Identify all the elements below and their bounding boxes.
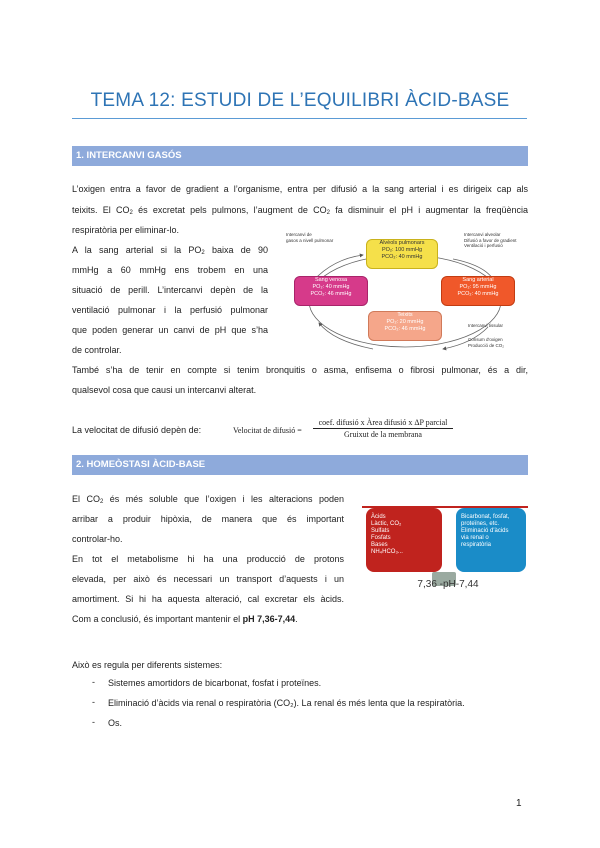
text-fragment: . <box>295 614 298 624</box>
paragraph-line: En tot el metabolisme hi ha una producció de protons <box>72 554 344 564</box>
formula-numerator: coef. difusió x Àrea difusió x ΔP parcial <box>313 418 453 429</box>
paragraph-line: amortiment. Si hi ha aquesta alteració, cal excretar els àcids. <box>72 594 344 604</box>
note-text: Consum d'oxigen <box>468 337 503 342</box>
list-intro: Això es regula per diferents sistemes: <box>72 660 223 670</box>
text-fragment: teixits. El CO <box>72 205 130 215</box>
diagram-note <box>468 323 503 329</box>
box-title: Sang arterial <box>462 277 494 283</box>
text-fragment: A la sang arterial si la PO <box>72 245 202 255</box>
box-title: Teixits <box>397 312 413 318</box>
buffers-line: respiratòria <box>461 542 492 548</box>
paragraph-line: arribar a produir hipòxia, de manera que és important <box>72 514 344 524</box>
list-item: Os. <box>108 718 123 728</box>
paragraph-line: elevada, per això és necessari un transport d’aquests i un <box>72 574 344 584</box>
acids-line: NH₄HCO₃... <box>371 549 403 555</box>
list-bullet: - <box>92 677 95 687</box>
paragraph-line: qualsevol cosa que causi un intercanvi alterat. <box>72 385 257 395</box>
box-value: PCO₂: 40 mmHg <box>381 254 423 260</box>
list-bullet: - <box>92 697 95 707</box>
section-heading-gas-exchange: 1. INTERCANVI GASÓS <box>72 146 528 166</box>
note-text: Intercanvi alveolar <box>464 232 501 237</box>
ph-range-label: 7,36 -pH-7,44 <box>417 579 479 590</box>
box-value: PCO₂: 40 mmHg <box>457 291 499 297</box>
list-bullet: - <box>92 717 95 727</box>
text-fragment: fa disminuir el pH i augmentar la freqüència <box>329 205 528 215</box>
formula-denominator: Gruixut de la membrana <box>344 430 422 439</box>
paragraph-line: El $CO_2$ és més soluble que l’oxigen i les alteracions poden <box>72 494 345 505</box>
gas-exchange-diagram <box>283 231 528 371</box>
text-fragment: és excretat pels pulmons, l’augment de CO <box>132 205 327 215</box>
buffers-line: via renal o <box>461 535 489 541</box>
acid-base-balance-scale <box>360 494 530 604</box>
buffers-line: Eliminació d'àcids <box>461 528 509 534</box>
box-value: PO₂: 100 mmHg <box>381 247 423 253</box>
buffers-line: proteïnes, etc. <box>461 521 500 527</box>
box-value: PCO₂: 46 mmHg <box>310 291 352 297</box>
title-divider <box>72 118 527 119</box>
paragraph-line: controlar-ho. <box>72 534 123 544</box>
text-fragment: és més soluble que l’oxigen i les alteracions poden <box>103 494 345 504</box>
note-text: Ventilació i perfusió <box>464 243 503 248</box>
box-value: PO₂: 40 mmHg <box>312 284 350 290</box>
acids-line: Bases <box>371 542 388 548</box>
box-title: Alvèols pulmonars <box>379 240 425 246</box>
note-text: Producció de CO₂ <box>468 342 505 348</box>
paragraph-line: situació de perill. L’intercanvi depèn de la <box>72 285 268 295</box>
box-value: PO₂: 20 mmHg <box>386 319 424 325</box>
list-item: Sistemes amortidors de bicarbonat, fosfat i proteïnes. <box>108 678 322 688</box>
page-title: TEMA 12: ESTUDI DE L’EQUILIBRI ÀCID-BASE <box>90 90 510 111</box>
formula-fraction <box>313 418 453 439</box>
diagram-note <box>286 232 333 243</box>
venous-blood-box <box>294 276 368 306</box>
acids-line: Sulfats <box>371 528 390 534</box>
section-heading-acid-base: 2. HOMEÒSTASI ÀCID-BASE <box>72 455 528 475</box>
buffers-box <box>456 508 526 572</box>
text-fragment: baixa de 90 <box>204 245 268 255</box>
list-item: Eliminació d’àcids via renal o respiratòria (CO₂). La renal és més lenta que la respiratòria. <box>108 698 465 708</box>
paragraph-line: ventilació pulmonar i la perfusió pulmonar <box>72 305 268 315</box>
paragraph-line: A la sang arterial si la $PO_2$ baixa de 90 <box>72 245 268 256</box>
formula-lhs: Velocitat de difusió = <box>233 426 302 435</box>
box-value: PO₂: 95 mmHg <box>459 284 497 290</box>
acids-box <box>366 508 442 572</box>
arterial-blood-box <box>441 276 515 306</box>
acids-line: Àcids <box>371 514 386 520</box>
paragraph-line <box>72 610 298 629</box>
box-title: Sang venosa <box>314 277 348 283</box>
paragraph-line: respiratòria per eliminar-lo. <box>72 225 180 235</box>
paragraph-line: teixits. El $CO_2$ és excretat pels pulmons, l’augment de $CO_2$ fa disminuir el pH i augmentar la freqüència <box>72 205 528 216</box>
velocity-label: La velocitat de difusió depèn de: <box>72 425 202 435</box>
buffers-line: Bicarbonat, fosfat, <box>461 514 510 520</box>
note-text: gasos a nivell pulmonar <box>286 237 334 243</box>
tissue-box <box>368 311 442 341</box>
paragraph-line: L’oxigen entra a favor de gradient a l’organisme, entra per difusió a la sang arterial i es dirigeix cap als <box>72 184 528 194</box>
paragraph-line: mmHg a 60 mmHg ens trobem en una <box>72 265 268 275</box>
page-number: 1 <box>516 798 522 809</box>
acids-line: Fosfats <box>371 535 391 541</box>
text-fragment: Com a conclusió, és important mantenir el <box>72 614 243 624</box>
paragraph-line: de controlar. <box>72 345 122 355</box>
paragraph-line: També s’ha de tenir en compte si tenim bronquitis o asma, enfisema o fibrosi pulmonar, és a dir, <box>72 365 528 375</box>
acids-line: Làctic, CO₂ <box>371 521 402 527</box>
alveolar-box <box>366 239 438 269</box>
diagram-note <box>468 337 504 348</box>
note-text: Intercanvi de <box>286 232 312 237</box>
note-text: Difusió a favor de gradient <box>464 237 517 243</box>
text-fragment: El CO <box>72 494 100 504</box>
note-text: Intercanvi tissular <box>468 323 504 328</box>
paragraph-line: que poden generar un canvi de pH que s’ha <box>72 325 268 335</box>
diagram-note <box>464 232 528 249</box>
box-value: PCO₂: 46 mmHg <box>384 326 426 332</box>
ph-range-bold: pH 7,36-7,44 <box>242 614 296 624</box>
